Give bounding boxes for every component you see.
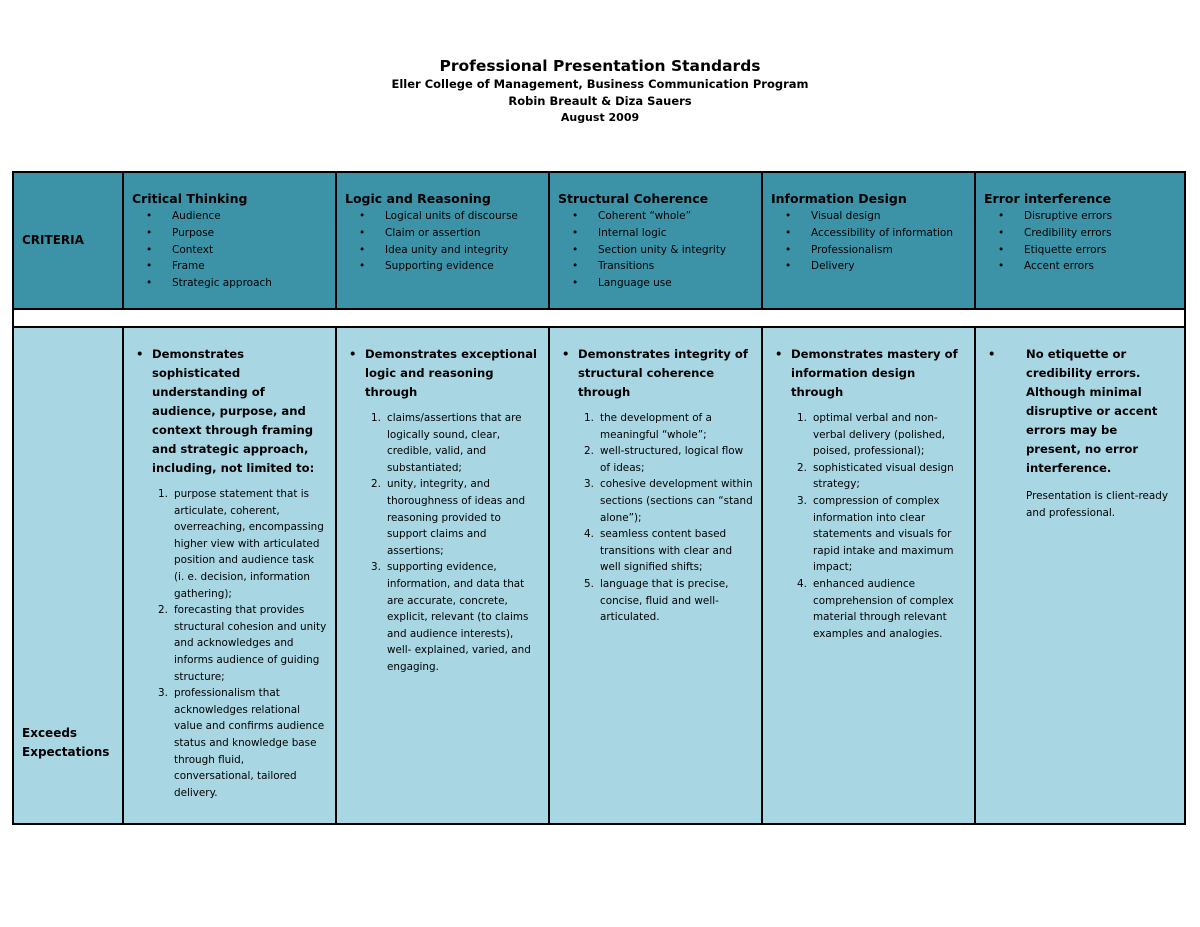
criteria-item: • Logical units of discourse (345, 208, 540, 225)
header-structural-coherence (548, 171, 763, 310)
standard-points (771, 410, 966, 642)
column-title: Critical Thinking (132, 191, 248, 206)
standard-point: 3. cohesive development within sections (sections can “stand alone”); (584, 478, 753, 524)
column-title: Structural Coherence (558, 191, 709, 206)
standard-point: 4. enhanced audience comprehension of complex material through relevant examples and analogies. (797, 577, 954, 640)
criteria-item: • Etiquette errors (984, 242, 1176, 259)
body-structural-coherence (548, 326, 763, 825)
document-authors: Robin Breault & Diza Sauers (508, 94, 692, 108)
criteria-list (771, 208, 966, 275)
criteria-item: • Coherent “whole” (558, 208, 753, 225)
criteria-item: • Professionalism (771, 242, 966, 259)
criteria-item: • Internal logic (558, 225, 753, 242)
standard-lead: • Demonstrates sophisticated understanding of audience, purpose, and context through framing and strategic approach, including, not limited to: (132, 345, 327, 478)
document-title: Professional Presentation Standards (439, 57, 761, 75)
standard-point: 5. language that is precise, concise, fluid and well-articulated. (584, 577, 729, 624)
body-information-design (761, 326, 976, 825)
criteria-item: • Transitions (558, 258, 753, 275)
header-error-interference (974, 171, 1186, 310)
criteria-item: • Credibility errors (984, 225, 1176, 242)
criteria-item: • Frame (132, 258, 327, 275)
exceeds-label: Exceeds Expectations (22, 726, 110, 759)
spacer-row (12, 308, 1186, 328)
standard-point: 1. optimal verbal and non-verbal delivery (polished, poised, professional); (797, 412, 946, 458)
criteria-list (984, 208, 1176, 275)
rubric-table (12, 171, 1186, 825)
criteria-item: • Delivery (771, 258, 966, 275)
standard-point: 4. seamless content based transitions with clear and well signified shifts; (584, 528, 733, 574)
criteria-list (345, 208, 540, 275)
body-critical-thinking (122, 326, 337, 825)
standard-point: 1. purpose statement that is articulate, coherent, overreaching, encompassing higher view with articulated position and audience task (i. e. decision, information gathering); (158, 488, 324, 600)
standard-point: 2. sophisticated visual design strategy; (797, 461, 954, 491)
standard-point: 1. the development of a meaningful “whole”; (584, 412, 712, 441)
criteria-item: • Accent errors (984, 258, 1176, 275)
criteria-item: • Idea unity and integrity (345, 242, 540, 259)
column-title: Error interference (984, 191, 1112, 206)
criteria-item: • Disruptive errors (984, 208, 1176, 225)
standard-points (558, 410, 753, 626)
criteria-list (558, 208, 753, 292)
standard-point: 3. supporting evidence, information, and data that are accurate, concrete, explicit, relevant (to claims and audience interests), well- explained, varied, and engaging. (371, 561, 531, 673)
standard-point: 1. claims/assertions that are logically sound, clear, credible, valid, and substantiated; (371, 412, 522, 474)
body-logic-and-reasoning (335, 326, 550, 825)
criteria-item: • Claim or assertion (345, 225, 540, 242)
standard-point: 2. forecasting that provides structural cohesion and unity and acknowledges and informs audience of guiding structure; (158, 604, 327, 683)
standard-lead: • Demonstrates mastery of information design through (771, 345, 966, 402)
column-title: Information Design (771, 191, 907, 206)
header-logic-and-reasoning (335, 171, 550, 310)
standard-lead: • No etiquette or credibility errors. Although minimal disruptive or accent errors may be present, no error interference. (984, 345, 1176, 478)
body-error-interference (974, 326, 1186, 825)
standard-points (345, 410, 540, 676)
criteria-item: • Section unity & integrity (558, 242, 753, 259)
header-information-design (761, 171, 976, 310)
criteria-item: • Context (132, 242, 327, 259)
criteria-item: • Supporting evidence (345, 258, 540, 275)
criteria-item: • Strategic approach (132, 275, 327, 292)
standard-points (132, 486, 327, 801)
criteria-item: • Purpose (132, 225, 327, 242)
document-subtitle: Eller College of Management, Business Communication Program (391, 77, 809, 91)
standard-note: Presentation is client-ready and professional. (1026, 490, 1168, 519)
standard-lead: • Demonstrates exceptional logic and reasoning through (345, 345, 540, 402)
criteria-label-cell (12, 171, 124, 310)
standard-lead: • Demonstrates integrity of structural coherence through (558, 345, 753, 402)
exceeds-label-cell (12, 326, 124, 825)
criteria-item: • Accessibility of information (771, 225, 966, 242)
standard-point: 2. unity, integrity, and thoroughness of ideas and reasoning provided to support claims and assertions; (371, 478, 526, 557)
criteria-item: • Visual design (771, 208, 966, 225)
criteria-list (132, 208, 327, 292)
criteria-label: CRITERIA (22, 233, 84, 247)
standard-point: 2. well-structured, logical flow of ideas; (584, 445, 744, 474)
criteria-item: • Language use (558, 275, 753, 292)
standard-point: 3. compression of complex information into clear statements and visuals for rapid intake and maximum impact; (797, 494, 954, 574)
criteria-item: • Audience (132, 208, 327, 225)
document-date: August 2009 (560, 111, 640, 124)
document-header (0, 56, 1200, 126)
header-critical-thinking (122, 171, 337, 310)
standard-point: 3. professionalism that acknowledges relational value and confirms audience status and knowledge base through fluid, conversational, tailored delivery. (158, 687, 325, 799)
column-title: Logic and Reasoning (345, 191, 491, 206)
